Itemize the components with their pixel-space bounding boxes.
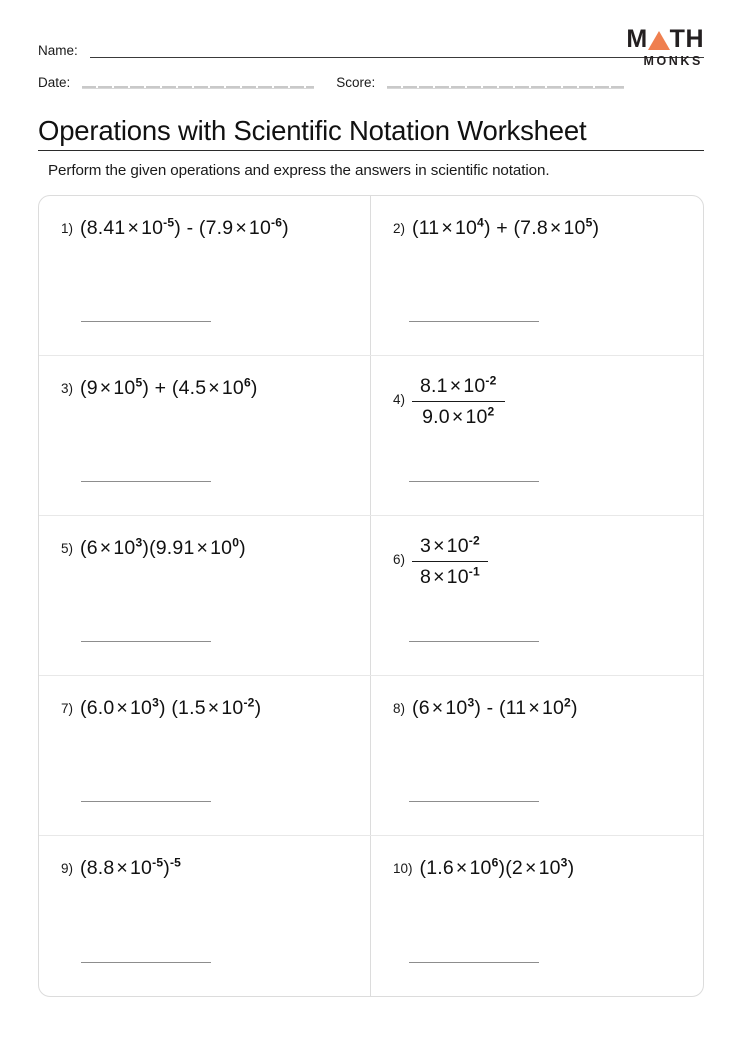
problem-body: $(9 \times 10^5) + (4.5 \times 10^6)$ <box>80 375 258 400</box>
fraction <box>412 534 488 589</box>
problem-cell <box>371 676 703 835</box>
logo-letters-th: TH <box>669 24 704 53</box>
problem-number: 1) <box>61 221 74 237</box>
triangle-a-icon <box>648 31 670 50</box>
problem-expression <box>53 536 356 560</box>
problem-expression <box>385 696 689 720</box>
problems-grid <box>38 195 704 997</box>
problem-expression <box>53 696 356 720</box>
problem-number: 8) <box>393 701 406 717</box>
problem-number: 5) <box>61 541 74 557</box>
problem-cell <box>39 356 371 515</box>
problem-cell <box>39 196 371 355</box>
problem-expression <box>53 376 356 400</box>
problem-body: $(8.8 \times 10^{-5})^{-5}$ <box>80 855 182 880</box>
answer-line[interactable] <box>409 801 539 802</box>
answer-line[interactable] <box>81 962 211 963</box>
title-block <box>38 116 704 151</box>
problem-body <box>412 533 488 591</box>
answer-line[interactable] <box>81 321 211 322</box>
answer-line[interactable] <box>409 321 539 322</box>
problem-expression <box>385 216 689 240</box>
problem-expression <box>385 856 689 880</box>
problem-cell <box>371 836 703 996</box>
problem-row <box>39 196 703 356</box>
answer-line[interactable] <box>81 641 211 642</box>
problem-number: 3) <box>61 381 74 397</box>
answer-line[interactable] <box>409 641 539 642</box>
problem-expression <box>53 856 356 880</box>
math-monks-logo <box>626 26 704 68</box>
fraction-numerator: $3 \times 10^{-2}$ <box>412 534 488 561</box>
instructions: Perform the given operations and express the answers in scientific notation. <box>48 162 550 180</box>
problem-row <box>39 836 703 996</box>
problem-body: $(6 \times 10^3) - (11 \times 10^2)$ <box>412 695 578 720</box>
problem-cell <box>39 836 371 996</box>
problem-body <box>412 373 505 431</box>
problem-cell <box>39 676 371 835</box>
problem-number: 9) <box>61 861 74 877</box>
problem-body: $(6 \times 10^3)(9.91 \times 10^0)$ <box>80 535 246 560</box>
score-input-line[interactable] <box>387 86 624 89</box>
answer-line[interactable] <box>81 801 211 802</box>
title-divider <box>38 150 704 151</box>
answer-line[interactable] <box>409 481 539 482</box>
problem-row <box>39 356 703 516</box>
name-field-row <box>38 44 704 60</box>
date-label: Date: <box>38 74 71 90</box>
fraction-numerator: $8.1 \times 10^{-2}$ <box>412 374 505 401</box>
fraction-denominator: $8 \times 10^{-1}$ <box>420 564 480 588</box>
answer-line[interactable] <box>409 962 539 963</box>
problem-expression <box>385 373 689 431</box>
name-input-line[interactable] <box>90 57 704 58</box>
logo-wordmark <box>626 26 704 52</box>
logo-letter-m: M <box>626 24 648 53</box>
answer-line[interactable] <box>81 481 211 482</box>
problem-number: 2) <box>393 221 406 237</box>
problem-body: $(6.0 \times 10^3)$ $(1.5 \times 10^{-2})$ <box>80 695 262 720</box>
logo-subtext: MONKS <box>643 54 703 68</box>
problem-cell <box>39 516 371 675</box>
problem-number: 10) <box>393 861 413 877</box>
score-label: Score: <box>336 74 376 90</box>
fraction <box>412 374 505 429</box>
problem-cell <box>371 356 703 515</box>
problem-body: $(1.6 \times 10^6)(2 \times 10^3)$ <box>419 855 575 880</box>
problem-number: 7) <box>61 701 74 717</box>
problem-expression <box>385 533 689 591</box>
date-input-line[interactable] <box>82 86 314 89</box>
page-title: Operations with Scientific Notation Worksheet <box>38 115 587 146</box>
name-label: Name: <box>38 43 78 58</box>
problem-body: $(8.41 \times 10^{-5}) - (7.9 \times 10^{-6})$ <box>80 215 289 240</box>
problem-body: $(11 \times 10^4) + (7.8 \times 10^5)$ <box>412 215 600 240</box>
date-score-field-row <box>38 76 704 92</box>
fraction-denominator: $9.0 \times 10^2$ <box>422 404 495 428</box>
problem-row <box>39 676 703 836</box>
problem-number: 4) <box>393 392 406 408</box>
problem-cell <box>371 196 703 355</box>
problem-number: 6) <box>393 552 406 568</box>
problem-expression <box>53 216 356 240</box>
problem-row <box>39 516 703 676</box>
problem-cell <box>371 516 703 675</box>
